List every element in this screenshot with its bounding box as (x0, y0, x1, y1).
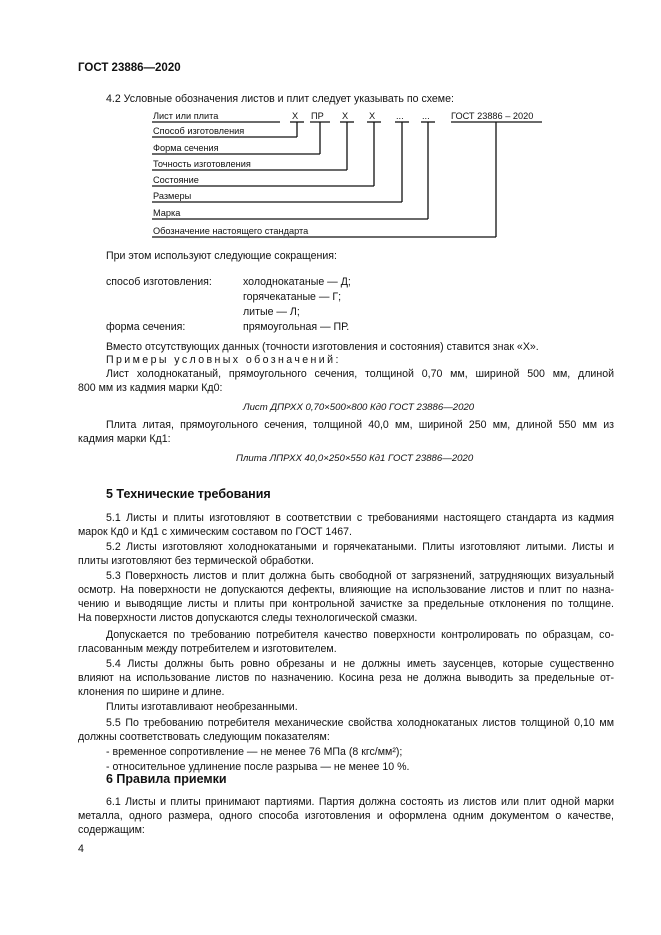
abbr-value-3: литые — Л; (243, 306, 300, 318)
scheme-code-5: ... (396, 111, 404, 121)
missing-data-note: Вместо отсутствующих данных (точности изготовления и состояния) ставится знак «Х». (106, 341, 539, 353)
p5-1-line-2: марок Кд0 и Кд1 с химическим составом по ГОСТ 1467. (78, 526, 352, 538)
abbr-value-1: холоднокатаные — Д; (243, 276, 351, 288)
designation-scheme (0, 0, 661, 250)
p6-1-line-3: содержащим: (78, 824, 145, 836)
example-1-line-2: 800 мм из кадмия марки Кд0: (78, 382, 223, 394)
p5-5-line-1: 5.5 По требованию потребителя механические свойства холоднокатаных листов толщиной 0,10 мм (106, 717, 614, 729)
p5-3-line-4: На поверхности листов допускаются следы технологической смазки. (78, 612, 418, 624)
scheme-label-grade: Марка (153, 208, 181, 218)
scheme-label-accuracy: Точность изготовления (153, 159, 251, 169)
scheme-label-state: Состояние (153, 175, 199, 185)
section-5-title: 5 Технические требования (106, 487, 271, 501)
scheme-code-2: ПР (311, 111, 324, 121)
scheme-label-sizes: Размеры (153, 191, 192, 201)
p5-2-line-2: плиты изготовляют без термической обработки. (78, 555, 314, 567)
example-2-line-1: Плита литая, прямоугольного сечения, толщиной 40,0 мм, шириной 250 мм, длиной 550 мм из (106, 419, 614, 431)
scheme-top-label: Лист или плита (153, 111, 219, 121)
example-1-line-1: Лист холоднокатаный, прямоугольного сечения, толщиной 0,70 мм, шириной 500 мм, длиной (106, 368, 614, 380)
p6-1-line-2: металла, одного размера, одного способа изготовления и оформлена одним документом о качестве, (78, 810, 614, 822)
scheme-code-standard: ГОСТ 23886 – 2020 (451, 111, 534, 121)
p5-3b-line-1: Допускается по требованию потребителя качество поверхности контролировать по образцам, со- (106, 629, 614, 641)
p5-3-line-3: чению и выводящие листы и плиты при контрольной зачистке за предельные отклонения по толщине. (78, 598, 614, 610)
p5-4-line-2: влияют на использование листов по назначению. Косина реза не должна выводить за предельные от- (78, 672, 614, 684)
p6-1-line-1: 6.1 Листы и плиты принимают партиями. Партия должна состоять из листов или плит одной марки (106, 796, 614, 808)
scheme-label-standard: Обозначение настоящего стандарта (153, 226, 309, 236)
scheme-code-4: Х (369, 111, 376, 121)
p5-3-line-2: осмотр. На поверхности не допускаются дефекты, влияющие на использование листов и плит по назна- (78, 584, 614, 596)
p5-4-line-3: клонения по ширине и длине. (78, 686, 225, 698)
example-2-code: Плита ЛПРХХ 40,0×250×550 Кд1 ГОСТ 23886—2020 (236, 453, 474, 464)
page-number: 4 (78, 843, 84, 855)
p5-4-line-1: 5.4 Листы должны быть ровно обрезаны и не должны иметь заусенцев, которые существенно (106, 658, 614, 670)
examples-heading: Примеры условных обозначений: (106, 354, 341, 366)
p5-1-line-1: 5.1 Листы и плиты изготовляют в соответствии с требованиями настоящего стандарта из кадмия (106, 512, 614, 524)
scheme-label-section: Форма сечения (153, 143, 219, 153)
scheme-code-1: Х (292, 111, 299, 121)
p5-3-line-1: 5.3 Поверхность листов и плит должна быть свободной от загрязнений, затрудняющих визуальный (106, 570, 614, 582)
p5-2-line-1: 5.2 Листы изготовляют холоднокатаными и горячекатаными. Плиты изготовляют литыми. Листы и (106, 541, 614, 553)
abbr-term-4: форма сечения: (106, 321, 186, 333)
bullet-tensile-strength: - временное сопротивление — не менее 76 МПа (8 кгс/мм²); (106, 746, 403, 758)
scheme-code-6: ... (422, 111, 430, 121)
scheme-code-3: Х (342, 111, 349, 121)
abbr-value-2: горячекатаные — Г; (243, 291, 342, 303)
section-4-2-intro: 4.2 Условные обозначения листов и плит следует указывать по схеме: (106, 93, 454, 105)
scheme-label-method: Способ изготовления (153, 126, 245, 136)
section-6-title: 6 Правила приемки (106, 772, 227, 786)
abbr-intro: При этом используют следующие сокращения: (106, 250, 337, 262)
example-1-code: Лист ДПРХХ 0,70×500×800 Кд0 ГОСТ 23886—2020 (243, 402, 475, 413)
abbr-value-4: прямоугольная — ПР. (243, 321, 350, 333)
p5-5-line-2: должны соответствовать следующим показателям: (78, 731, 330, 743)
running-header: ГОСТ 23886—2020 (78, 62, 181, 74)
example-2-line-2: кадмия марки Кд1: (78, 433, 171, 445)
p5-3b-line-2: гласованным между потребителем и изготовителем. (78, 643, 337, 655)
bullet-elongation: - относительное удлинение после разрыва — не менее 10 %. (106, 761, 410, 773)
p5-4b: Плиты изготавливают необрезанными. (106, 701, 298, 713)
abbr-term-1: способ изготовления: (106, 276, 212, 288)
